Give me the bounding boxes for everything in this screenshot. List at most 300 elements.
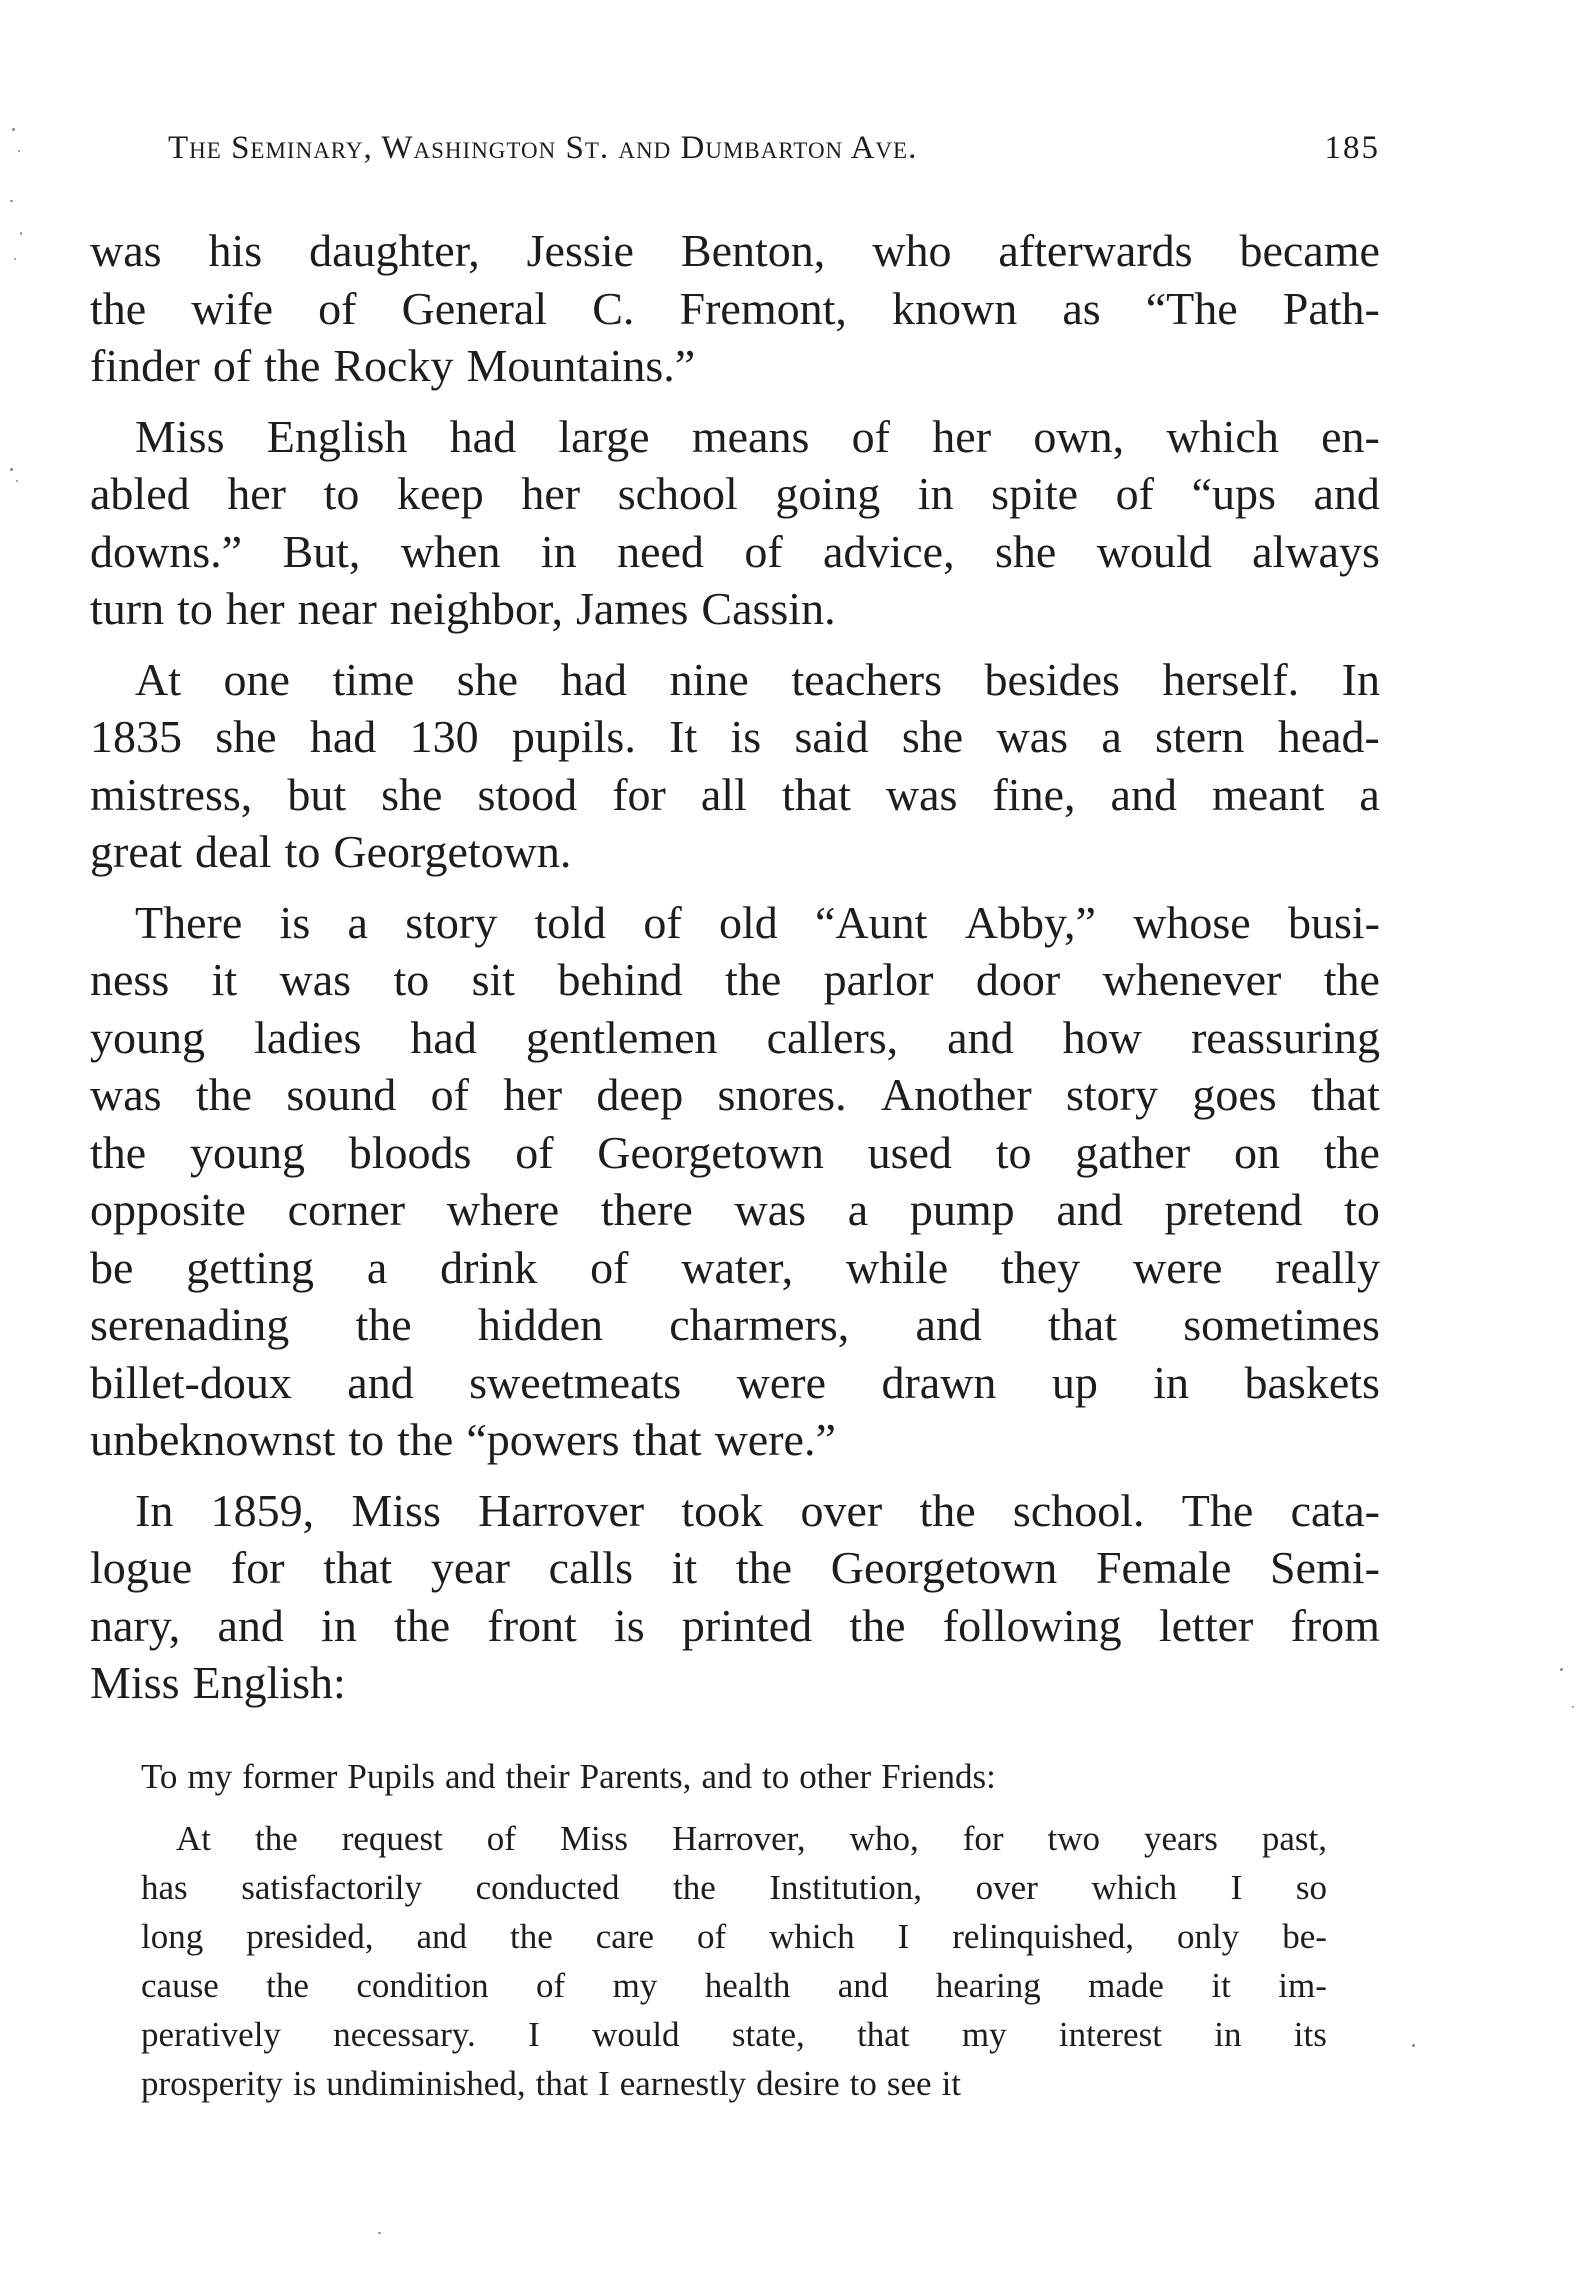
word: sometimes bbox=[1183, 1299, 1380, 1350]
word: and bbox=[217, 1599, 284, 1651]
word: afterwards bbox=[998, 225, 1193, 276]
word: finder bbox=[90, 340, 200, 391]
word: said bbox=[794, 711, 869, 762]
paragraphs-line bbox=[90, 1539, 1380, 1597]
word: Abby,” bbox=[964, 896, 1096, 948]
word: used bbox=[867, 1126, 952, 1178]
word: Cassin. bbox=[701, 583, 836, 634]
word: pupils. bbox=[511, 711, 636, 762]
paragraphs-line bbox=[90, 651, 1380, 709]
word: took bbox=[681, 1484, 764, 1536]
word: downs.” bbox=[90, 525, 243, 577]
paragraphs-line bbox=[90, 1296, 1380, 1354]
word: condition bbox=[356, 1966, 489, 2005]
word: to bbox=[1344, 1184, 1380, 1235]
word: means bbox=[691, 410, 810, 462]
word: the bbox=[510, 1917, 553, 1956]
word: there bbox=[600, 1184, 693, 1235]
paragraph-gap bbox=[141, 1801, 1327, 1814]
word: became bbox=[1239, 225, 1380, 276]
scan-speck bbox=[1560, 1668, 1563, 1671]
word: school. bbox=[1012, 1484, 1145, 1536]
word: fine, bbox=[992, 768, 1076, 820]
word: young bbox=[90, 1011, 205, 1063]
word: she bbox=[215, 711, 277, 762]
word: Georgetown bbox=[830, 1542, 1058, 1593]
word: is bbox=[292, 2064, 317, 2103]
word: Benton, bbox=[680, 225, 826, 276]
word: was bbox=[996, 711, 1069, 762]
word: drawn bbox=[881, 1356, 997, 1408]
word: in bbox=[1214, 2015, 1242, 2054]
word: while bbox=[845, 1241, 949, 1293]
letter-line bbox=[141, 1863, 1327, 1912]
word: one bbox=[223, 653, 290, 705]
word: a bbox=[347, 896, 368, 948]
word: Miss bbox=[351, 1484, 441, 1536]
word: relinquished, bbox=[952, 1917, 1135, 1956]
word: cata- bbox=[1290, 1484, 1380, 1536]
word: old bbox=[718, 896, 778, 948]
word: was bbox=[734, 1184, 807, 1235]
word: undiminished, bbox=[326, 2064, 526, 2103]
scan-speck bbox=[1412, 2044, 1415, 2047]
word: of bbox=[212, 340, 252, 391]
word: the bbox=[725, 954, 782, 1005]
word: of bbox=[744, 525, 783, 577]
letter-line bbox=[141, 1961, 1327, 2010]
word: the bbox=[397, 1414, 454, 1465]
word: the bbox=[919, 1484, 976, 1536]
word: they bbox=[1000, 1241, 1081, 1293]
word: she bbox=[994, 525, 1057, 577]
word: sit bbox=[471, 954, 516, 1005]
word: and bbox=[444, 1757, 496, 1796]
word: request bbox=[341, 1819, 443, 1858]
word: 1859, bbox=[210, 1484, 315, 1536]
word: head- bbox=[1277, 711, 1380, 762]
word: conducted bbox=[475, 1868, 620, 1907]
word: Pupils bbox=[347, 1757, 435, 1796]
word: the bbox=[355, 1299, 412, 1350]
word: of bbox=[536, 1966, 566, 2005]
word: advice, bbox=[823, 525, 955, 577]
word: abled bbox=[90, 468, 190, 519]
word: the bbox=[394, 1599, 451, 1651]
word: logue bbox=[90, 1542, 193, 1593]
word: was bbox=[90, 225, 162, 276]
word: cause bbox=[141, 1966, 219, 2005]
letter-line bbox=[141, 2010, 1327, 2059]
word: meant bbox=[1211, 768, 1325, 820]
paragraphs-line bbox=[90, 1597, 1380, 1655]
paragraphs-line bbox=[90, 823, 1380, 881]
word: when bbox=[400, 525, 501, 577]
paragraphs-line bbox=[90, 1009, 1380, 1067]
word: health bbox=[704, 1966, 791, 2005]
word: hearing bbox=[935, 1966, 1041, 2005]
word: sweetmeats bbox=[469, 1356, 682, 1408]
word: stern bbox=[1155, 711, 1245, 762]
word: the bbox=[1323, 1126, 1380, 1178]
word: charmers, bbox=[669, 1299, 850, 1350]
scan-speck bbox=[18, 150, 20, 152]
word: pretend bbox=[1164, 1184, 1303, 1235]
word: neighbor, bbox=[389, 583, 563, 634]
word: unbeknownst bbox=[90, 1414, 336, 1465]
word: would bbox=[1096, 525, 1212, 577]
word: it bbox=[941, 2064, 962, 2103]
paragraphs-line bbox=[90, 1239, 1380, 1297]
word: desire bbox=[756, 2064, 840, 2103]
word: parlor bbox=[823, 954, 934, 1005]
word: of bbox=[1115, 468, 1154, 519]
paragraphs-line bbox=[90, 1654, 1380, 1712]
word: The bbox=[1181, 1484, 1254, 1536]
word: story bbox=[405, 896, 498, 948]
word: snores. bbox=[717, 1069, 847, 1120]
word: of bbox=[515, 1126, 554, 1178]
word: time bbox=[332, 653, 415, 705]
word: in bbox=[917, 468, 954, 519]
word: busi- bbox=[1287, 896, 1380, 948]
word: year bbox=[430, 1542, 510, 1593]
word: herself. bbox=[1162, 653, 1300, 705]
word: of bbox=[696, 1917, 727, 1956]
word: prosperity bbox=[141, 2064, 283, 2103]
word: known bbox=[892, 282, 1018, 334]
paragraphs-line bbox=[90, 894, 1380, 952]
word: her bbox=[225, 583, 285, 634]
word: English bbox=[266, 410, 408, 462]
word: always bbox=[1252, 525, 1380, 577]
word: calls bbox=[548, 1542, 633, 1593]
paragraphs-line bbox=[90, 1124, 1380, 1182]
word: opposite bbox=[90, 1184, 246, 1235]
word: which bbox=[1166, 410, 1279, 462]
word: a bbox=[366, 1241, 388, 1293]
word: necessary. bbox=[333, 2015, 476, 2054]
word: Jessie bbox=[526, 225, 634, 276]
word: keep bbox=[396, 468, 484, 519]
word: At bbox=[135, 653, 181, 705]
word: to bbox=[284, 826, 321, 877]
word: wife bbox=[191, 282, 274, 334]
word: it bbox=[211, 954, 238, 1005]
word: her bbox=[521, 468, 581, 519]
word: would bbox=[592, 2015, 680, 2054]
word: see bbox=[886, 2064, 932, 2103]
word: were bbox=[736, 1356, 826, 1408]
word: my bbox=[961, 2015, 1007, 2054]
body-text bbox=[90, 222, 1380, 1712]
word: In bbox=[1341, 653, 1380, 705]
word: James bbox=[575, 583, 689, 634]
word: which bbox=[1091, 1868, 1177, 1907]
word: former bbox=[242, 1757, 338, 1796]
word: pump bbox=[909, 1184, 1015, 1235]
word: all bbox=[700, 768, 747, 820]
word: and bbox=[1110, 768, 1177, 820]
word: “ups bbox=[1191, 468, 1276, 519]
scan-speck bbox=[10, 200, 13, 202]
word: interest bbox=[1058, 2015, 1162, 2054]
scan-speck bbox=[1572, 1706, 1574, 1708]
word: her bbox=[227, 468, 286, 519]
word: of bbox=[318, 282, 357, 334]
paragraphs-line bbox=[90, 1411, 1380, 1469]
word: that bbox=[323, 1542, 393, 1593]
word: as bbox=[1062, 282, 1101, 334]
word: was bbox=[885, 768, 958, 820]
paragraphs-line bbox=[90, 523, 1380, 581]
word: gentlemen bbox=[525, 1011, 718, 1063]
word: I bbox=[897, 1917, 910, 1956]
word: it bbox=[1211, 1966, 1231, 2005]
scan-speck bbox=[12, 128, 15, 131]
word: care bbox=[595, 1917, 655, 1956]
word: were.” bbox=[714, 1414, 836, 1465]
word: ladies bbox=[254, 1011, 362, 1063]
word: is bbox=[730, 711, 762, 762]
word: school bbox=[617, 468, 738, 519]
word: from bbox=[1290, 1599, 1380, 1651]
word: satisfactorily bbox=[241, 1868, 423, 1907]
word: 130 bbox=[409, 711, 479, 762]
word: to bbox=[761, 1757, 790, 1796]
word: nary, bbox=[90, 1599, 181, 1651]
word: goes bbox=[1192, 1069, 1277, 1120]
word: mistress, bbox=[90, 768, 253, 820]
word: deep bbox=[596, 1069, 684, 1120]
letter-line bbox=[141, 1912, 1327, 1961]
page-number: 185 bbox=[1324, 130, 1380, 166]
word: sound bbox=[286, 1069, 397, 1120]
word: of bbox=[486, 1819, 516, 1858]
word: daughter, bbox=[309, 225, 480, 276]
word: a bbox=[1359, 768, 1380, 820]
word: Fremont, bbox=[679, 282, 847, 334]
word: and bbox=[837, 1966, 889, 2005]
word: front bbox=[487, 1599, 577, 1651]
word: following bbox=[942, 1599, 1122, 1651]
word: water, bbox=[681, 1241, 794, 1293]
word: printed bbox=[681, 1599, 813, 1651]
word: state, bbox=[731, 2015, 805, 2054]
word: made bbox=[1088, 1966, 1164, 2005]
paragraphs-line bbox=[90, 465, 1380, 523]
word: letter bbox=[1158, 1599, 1254, 1651]
word: Georgetown bbox=[597, 1126, 824, 1178]
word: which bbox=[769, 1917, 855, 1956]
word: that bbox=[857, 2015, 910, 2054]
word: in bbox=[540, 525, 577, 577]
word: and bbox=[915, 1299, 982, 1350]
scan-speck bbox=[20, 232, 22, 235]
word: There bbox=[135, 896, 243, 948]
word: and bbox=[1313, 468, 1380, 519]
running-head bbox=[168, 130, 1380, 186]
word: the bbox=[266, 1966, 309, 2005]
word: baskets bbox=[1244, 1356, 1380, 1408]
word: to bbox=[323, 468, 360, 519]
word: near bbox=[297, 583, 377, 634]
paragraphs-line bbox=[90, 766, 1380, 824]
word: had bbox=[309, 711, 377, 762]
word: who, bbox=[849, 1819, 919, 1858]
word: bloods bbox=[348, 1126, 472, 1178]
scan-speck bbox=[10, 468, 13, 471]
word: it bbox=[671, 1542, 698, 1593]
word: I bbox=[1230, 1868, 1243, 1907]
letter-line bbox=[141, 1814, 1327, 1863]
word: going bbox=[775, 468, 881, 519]
word: to bbox=[348, 1414, 385, 1465]
word: English: bbox=[192, 1657, 346, 1708]
word: the bbox=[264, 340, 321, 391]
word: I bbox=[598, 2064, 610, 2103]
word: that bbox=[781, 768, 851, 820]
word: where bbox=[446, 1184, 560, 1235]
word: only bbox=[1177, 1917, 1240, 1956]
word: At bbox=[176, 1819, 211, 1858]
word: other bbox=[799, 1757, 872, 1796]
word: nine bbox=[669, 653, 749, 705]
paragraph-gap bbox=[90, 395, 1380, 408]
word: getting bbox=[186, 1241, 315, 1293]
paragraphs-line bbox=[90, 408, 1380, 466]
word: her bbox=[503, 1069, 563, 1120]
word: be bbox=[90, 1241, 134, 1293]
word: en- bbox=[1321, 410, 1380, 462]
word: young bbox=[189, 1126, 305, 1178]
running-head-title: The Seminary, Washington St. and Dumbarton Ave. bbox=[168, 130, 918, 166]
word: Female bbox=[1095, 1542, 1232, 1593]
word: “powers bbox=[466, 1414, 620, 1465]
word: teachers bbox=[791, 653, 942, 705]
word: to bbox=[995, 1126, 1032, 1178]
letter-line bbox=[141, 1752, 1327, 1801]
word: the bbox=[673, 1868, 716, 1907]
word: need bbox=[617, 525, 704, 577]
word: its bbox=[1293, 2015, 1327, 2054]
paragraph-gap bbox=[90, 881, 1380, 894]
word: of bbox=[851, 410, 890, 462]
word: my bbox=[612, 1966, 658, 2005]
word: but bbox=[287, 768, 347, 820]
word: years bbox=[1143, 1819, 1218, 1858]
word: that bbox=[632, 1414, 702, 1465]
word: serenading bbox=[90, 1299, 290, 1350]
word: reassuring bbox=[1190, 1011, 1380, 1063]
word: spite bbox=[991, 468, 1079, 519]
word: my bbox=[187, 1757, 233, 1796]
word: own, bbox=[1033, 410, 1125, 462]
word: callers, bbox=[766, 1011, 899, 1063]
word: for bbox=[962, 1819, 1004, 1858]
word: besides bbox=[984, 653, 1120, 705]
word: Rocky bbox=[333, 340, 454, 391]
word: Miss bbox=[90, 1657, 180, 1708]
word: To bbox=[141, 1757, 178, 1796]
word: General bbox=[401, 282, 548, 334]
word: their bbox=[505, 1757, 570, 1796]
word: had bbox=[560, 653, 628, 705]
word: had bbox=[410, 1011, 477, 1063]
word: and bbox=[947, 1011, 1014, 1063]
word: to bbox=[177, 583, 213, 634]
word: of bbox=[643, 896, 682, 948]
word: hidden bbox=[477, 1299, 604, 1350]
word: Miss bbox=[559, 1819, 629, 1858]
word: Miss bbox=[135, 410, 225, 462]
paragraphs-line bbox=[90, 1181, 1380, 1239]
paragraphs-line bbox=[90, 280, 1380, 338]
word: that bbox=[1048, 1299, 1118, 1350]
word: “Aunt bbox=[815, 896, 928, 948]
word: Path- bbox=[1282, 282, 1380, 334]
word: gather bbox=[1075, 1126, 1191, 1178]
word: But, bbox=[282, 525, 361, 577]
word: Semi- bbox=[1270, 1542, 1380, 1593]
word: behind bbox=[557, 954, 683, 1005]
paragraphs-line bbox=[90, 1482, 1380, 1540]
word: Harrover bbox=[478, 1484, 645, 1536]
word: was bbox=[279, 954, 352, 1005]
word: be- bbox=[1282, 1917, 1327, 1956]
word: so bbox=[1295, 1868, 1327, 1907]
word: C. bbox=[592, 282, 635, 334]
word: Institution, bbox=[769, 1868, 923, 1907]
word: really bbox=[1275, 1241, 1380, 1293]
word: for bbox=[230, 1542, 285, 1593]
paragraphs-line bbox=[90, 337, 1380, 395]
word: of bbox=[430, 1069, 469, 1120]
word: turn bbox=[90, 583, 165, 634]
word: earnestly bbox=[619, 2064, 747, 2103]
word: the bbox=[1323, 954, 1380, 1005]
paragraphs-line bbox=[90, 222, 1380, 280]
word: in bbox=[1153, 1356, 1190, 1408]
word: had bbox=[449, 410, 517, 462]
scan-speck bbox=[378, 2232, 381, 2234]
scan-speck bbox=[14, 258, 16, 260]
word: the bbox=[195, 1069, 253, 1120]
word: drink bbox=[440, 1241, 538, 1293]
word: I bbox=[528, 2015, 540, 2054]
paragraphs-line bbox=[90, 951, 1380, 1009]
word: peratively bbox=[141, 2015, 281, 2054]
word: a bbox=[1101, 711, 1122, 762]
word: that bbox=[1310, 1069, 1380, 1120]
word: is bbox=[279, 896, 311, 948]
word: she bbox=[381, 768, 443, 820]
word: has bbox=[141, 1868, 188, 1907]
word: of bbox=[590, 1241, 629, 1293]
word: for bbox=[612, 768, 666, 820]
word: It bbox=[669, 711, 698, 762]
word: how bbox=[1062, 1011, 1142, 1063]
word: was bbox=[90, 1069, 162, 1120]
word: corner bbox=[287, 1184, 406, 1235]
scan-speck bbox=[16, 480, 18, 482]
word: past, bbox=[1261, 1819, 1327, 1858]
word: Friends: bbox=[881, 1757, 996, 1796]
word: Another bbox=[880, 1069, 1032, 1120]
paragraph-gap bbox=[90, 1469, 1380, 1482]
word: whenever bbox=[1102, 954, 1282, 1005]
word: told bbox=[534, 896, 607, 948]
